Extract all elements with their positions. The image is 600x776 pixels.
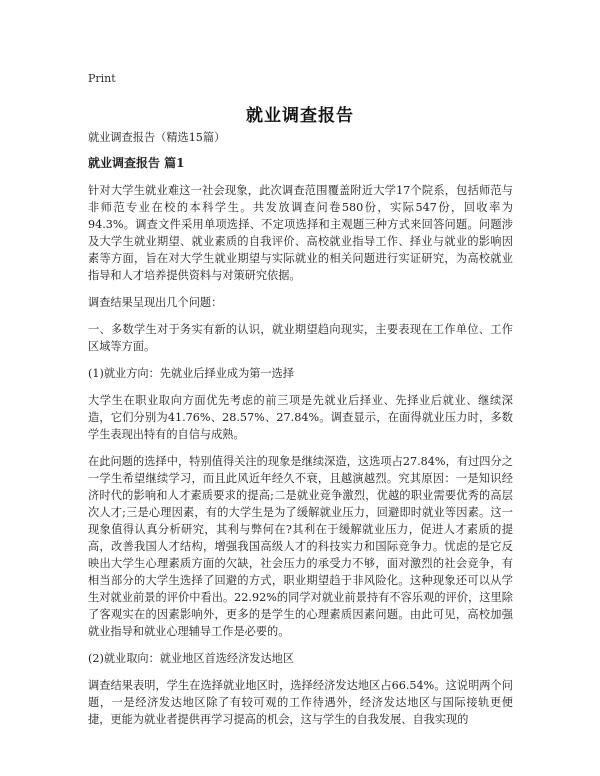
section-heading: 就业调查报告 篇1 [88, 156, 185, 170]
paragraph-results-lead: 调查结果呈现出几个问题： [88, 296, 223, 309]
document-body [88, 129, 513, 728]
paragraph-direction-stats: 大学生在职业取向方面优先考虑的前三项是先就业后择业、先择业后就业、继续深造，它们分别为41.76%、28.57%、27.84%。调查显示，在面得就业压力时，多数学生表现出特有的自信与成熟。 [88, 394, 513, 441]
document-subtitle: 就业调查报告（精选15篇） [88, 131, 226, 144]
paragraph-subheading-direction: (1)就业方向：先就业后择业成为第一选择 [88, 367, 295, 380]
print-link[interactable]: Print [88, 72, 116, 85]
paragraph-intro: 针对大学生就业难这一社会现象，此次调查范围覆盖附近大学17个院系，包括师范与非师范专业在校的本科学生。共发放调查问卷580份，实际547份，回收率为94.3%。调查文件采用单项选择、不定项选择和主观题三种方式来回答问题。问题涉及大学生就业期望、就业素质的自我评价、高校就业指导工作、择业与就业的影响因素等方面，旨在对大学生就业期望与实际就业的相关问题进行实证研究，为高校就业指导和人才培养提供资料与对策研究依据。 [88, 184, 513, 282]
paragraph-subheading-region: (2)就业取向：就业地区首选经济发达地区 [88, 652, 295, 665]
paragraph-further-study-analysis: 在此问题的选择中，特别值得关注的现象是继续深造，这选项占27.84%，有过四分之一学生希望继续学习，而且此风近年经久不衰，且越演越烈。究其原因：一是知识经济时代的影响和人才素质要求的提高;二是就业竞争激烈，优越的职业需要优秀的高层次人才;三是心理因素，有的大学生是为了缓解就业压力，回避即时就业等因素。这一现象值得认真分析研究，其利与弊何在?其利在于缓解就业压力，促进人才素质的提高，改善我国人才结构，增强我国高级人才的科技实力和国际竞争力。忧虑的是它反映出大学生心理素质方面的欠缺，社会压力的承受力不够，面对激烈的社会竞争，有相当部分的大学生选择了回避的方式，职业期望趋于非风险化。这种现象还可以从学生对就业前景的评价中看出。22.92%的同学对就业前景持有不容乐观的评价，这里除了客观实在的因素影响外，更多的是学生的心理素质因素问题。由此可见，高校加强就业指导和就业心理辅导工作是必要的。 [88, 455, 513, 638]
paragraph-region-results: 调查结果表明，学生在选择就业地区时，选择经济发达地区占66.54%。这说明两个问题，一是经济发达地区除了有较可观的工作待遇外，经济发达地区与国际接轨更便捷，更能为就业者提供再学习提高的机会，这与学生的自我发展、自我实现的 [88, 679, 513, 726]
paragraph-point-one: 一、多数学生对于务实有新的认识，就业期望趋向现实，主要表现在工作单位、工作区域等方面。 [88, 323, 513, 353]
page-title: 就业调查报告 [246, 106, 354, 126]
